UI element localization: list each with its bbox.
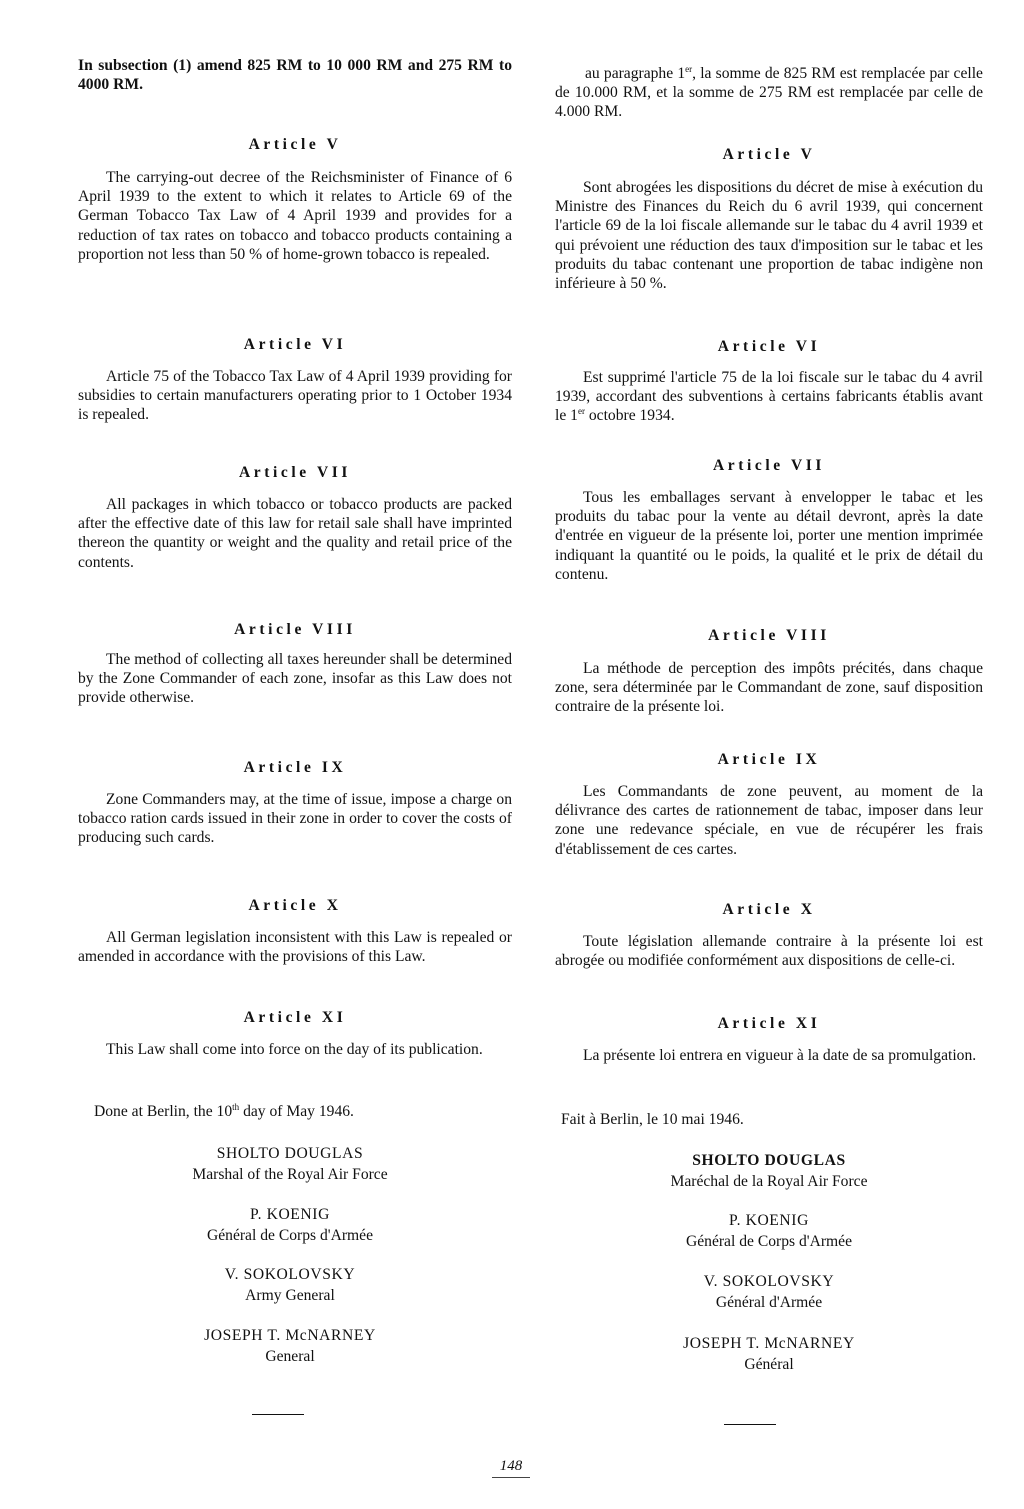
french-article-viii-text: La méthode de perception des impôts précités, dans chaque zone, sera déterminée par le Commandant de zone, sauf disposition contraire de la présente loi. [555, 660, 983, 716]
english-article-xi-heading: Article XI [243, 1009, 347, 1026]
signatory-name: JOSEPH T. McNARNEY [204, 1327, 376, 1344]
french-signatory-sokolovsky [555, 1271, 983, 1313]
signatory-title: Général [744, 1356, 794, 1373]
signatory-title: General [265, 1348, 315, 1365]
french-article-xi-text: La présente loi entrera en vigueur à la date de sa promulgation. [583, 1047, 977, 1064]
french-signatory-koenig [555, 1210, 983, 1252]
english-signatory-mcnarney [68, 1325, 512, 1367]
signatory-name: JOSEPH T. McNARNEY [683, 1335, 855, 1352]
french-article-vi-text: Est supprimé l'article 75 de la loi fiscale sur le tabac du 4 avril 1939, accordant des subventions à certains fabricants établis avant le 1er octobre 1934. [555, 369, 983, 425]
english-article-vi-heading: Article VI [243, 336, 347, 353]
signatory-name: V. SOKOLOVSKY [703, 1273, 835, 1290]
signatory-title: Général d'Armée [715, 1294, 823, 1311]
english-article-viii-heading: Article VIII [234, 621, 356, 638]
english-article-vi-text: Article 75 of the Tobacco Tax Law of 4 April 1939 providing for subsidies to certain manufacturers operating prior to 1 October 1934 is repealed. [78, 368, 512, 424]
english-article-x-heading: Article X [248, 897, 342, 914]
french-article-ix-heading: Article IX [717, 751, 821, 768]
english-intro: In subsection (1) amend 825 RM to 10 000 RM and 275 RM to 4000 RM. [78, 57, 512, 94]
french-signatory-douglas [555, 1150, 983, 1192]
french-article-v-text: Sont abrogées les dispositions du décret de mise à exécution du Ministre des Finances du Reich du 6 avril 1939, qui concernent l'article 69 de la loi fiscale allemande sur le tabac du 4 avril 1939 et qui prévoient une réduction des taux d'imposition sur le tabac et les produits du tabac contenant une proportion de tabac indigène non inférieure à 50 %. [555, 179, 983, 293]
english-article-x-text: All German legislation inconsistent with this Law is repealed or amended in accordance with the provisions of this Law. [78, 929, 512, 966]
french-article-x-heading: Article X [722, 901, 816, 918]
signatory-title: Maréchal de la Royal Air Force [670, 1173, 868, 1190]
english-article-vii-heading: Article VII [238, 464, 352, 481]
signatory-name: SHOLTO DOUGLAS [692, 1152, 846, 1169]
english-signatory-douglas [68, 1143, 512, 1185]
signatory-title: Marshal of the Royal Air Force [192, 1166, 388, 1183]
french-signatory-mcnarney [555, 1333, 983, 1375]
english-article-ix-text: Zone Commanders may, at the time of issue, impose a charge on tobacco ration cards issued in their zone in order to cover the costs of producing such cards. [78, 791, 512, 847]
page-number: 148 [486, 1458, 536, 1475]
french-article-x-text: Toute législation allemande contraire à la présente loi est abrogée ou modifiée conformément aux dispositions de celle-ci. [555, 933, 983, 970]
signatory-name: V. SOKOLOVSKY [224, 1266, 356, 1283]
signatory-title: Général de Corps d'Armée [685, 1233, 853, 1250]
french-article-viii-heading: Article VIII [708, 627, 830, 644]
english-closing-rule [252, 1414, 304, 1415]
english-article-v-heading: Article V [248, 136, 342, 153]
french-article-vi-heading: Article VI [717, 338, 821, 355]
french-article-v-heading: Article V [722, 146, 816, 163]
french-intro: au paragraphe 1er, la somme de 825 RM est remplacée par celle de 10.000 RM, et la somme de 275 RM est remplacée par celle de 4.000 RM. [555, 63, 983, 121]
english-article-v-text: The carrying-out decree of the Reichsminister of Finance of 6 April 1939 to the extent to which it relates to Article 69 of the German Tobacco Tax Law of 4 April 1939 and provides for a reduction of tax rates on tobacco and tobacco products containing a proportion not less than 50 % of home-grown tobacco is repealed. [78, 169, 512, 263]
english-article-ix-heading: Article IX [243, 759, 347, 776]
french-article-vii-heading: Article VII [712, 457, 826, 474]
english-signatory-sokolovsky [68, 1264, 512, 1306]
signatory-name: P. KOENIG [729, 1212, 809, 1229]
signatory-name: SHOLTO DOUGLAS [216, 1145, 364, 1162]
english-article-viii-text: The method of collecting all taxes hereunder shall be determined by the Zone Commander of each zone, insofar as this Law does not provide otherwise. [78, 651, 512, 707]
french-article-vii-text: Tous les emballages servant à envelopper le tabac et les produits du tabac pour la vente au détail devront, après la date d'entrée en vigueur de la présente loi, porter une mention imprimée indiquant la quantité ou le poids, la qualité et le prix de détail du contenu. [555, 489, 983, 583]
french-article-xi-heading: Article XI [717, 1015, 821, 1032]
signatory-name: P. KOENIG [250, 1206, 330, 1223]
french-done-at: Fait à Berlin, le 10 mai 1946. [561, 1111, 744, 1128]
english-signatory-koenig [68, 1204, 512, 1246]
english-article-vii-text: All packages in which tobacco or tobacco products are packed after the effective date of this law for retail sale shall have imprinted thereon the quantity or weight and the quality and retail price of the contents. [78, 496, 512, 571]
french-closing-rule [724, 1424, 776, 1425]
english-done-at: Done at Berlin, the 10th day of May 1946. [94, 1101, 354, 1120]
english-article-xi-text: This Law shall come into force on the day of its publication. [106, 1041, 483, 1058]
signatory-title: Army General [245, 1287, 335, 1304]
french-article-ix-text: Les Commandants de zone peuvent, au moment de la délivrance des cartes de rationnement de tabac, imposer dans leur zone une redevance spéciale, en vue de récupérer les frais d'établissement de ces cartes. [555, 783, 983, 858]
signatory-title: Général de Corps d'Armée [206, 1227, 374, 1244]
